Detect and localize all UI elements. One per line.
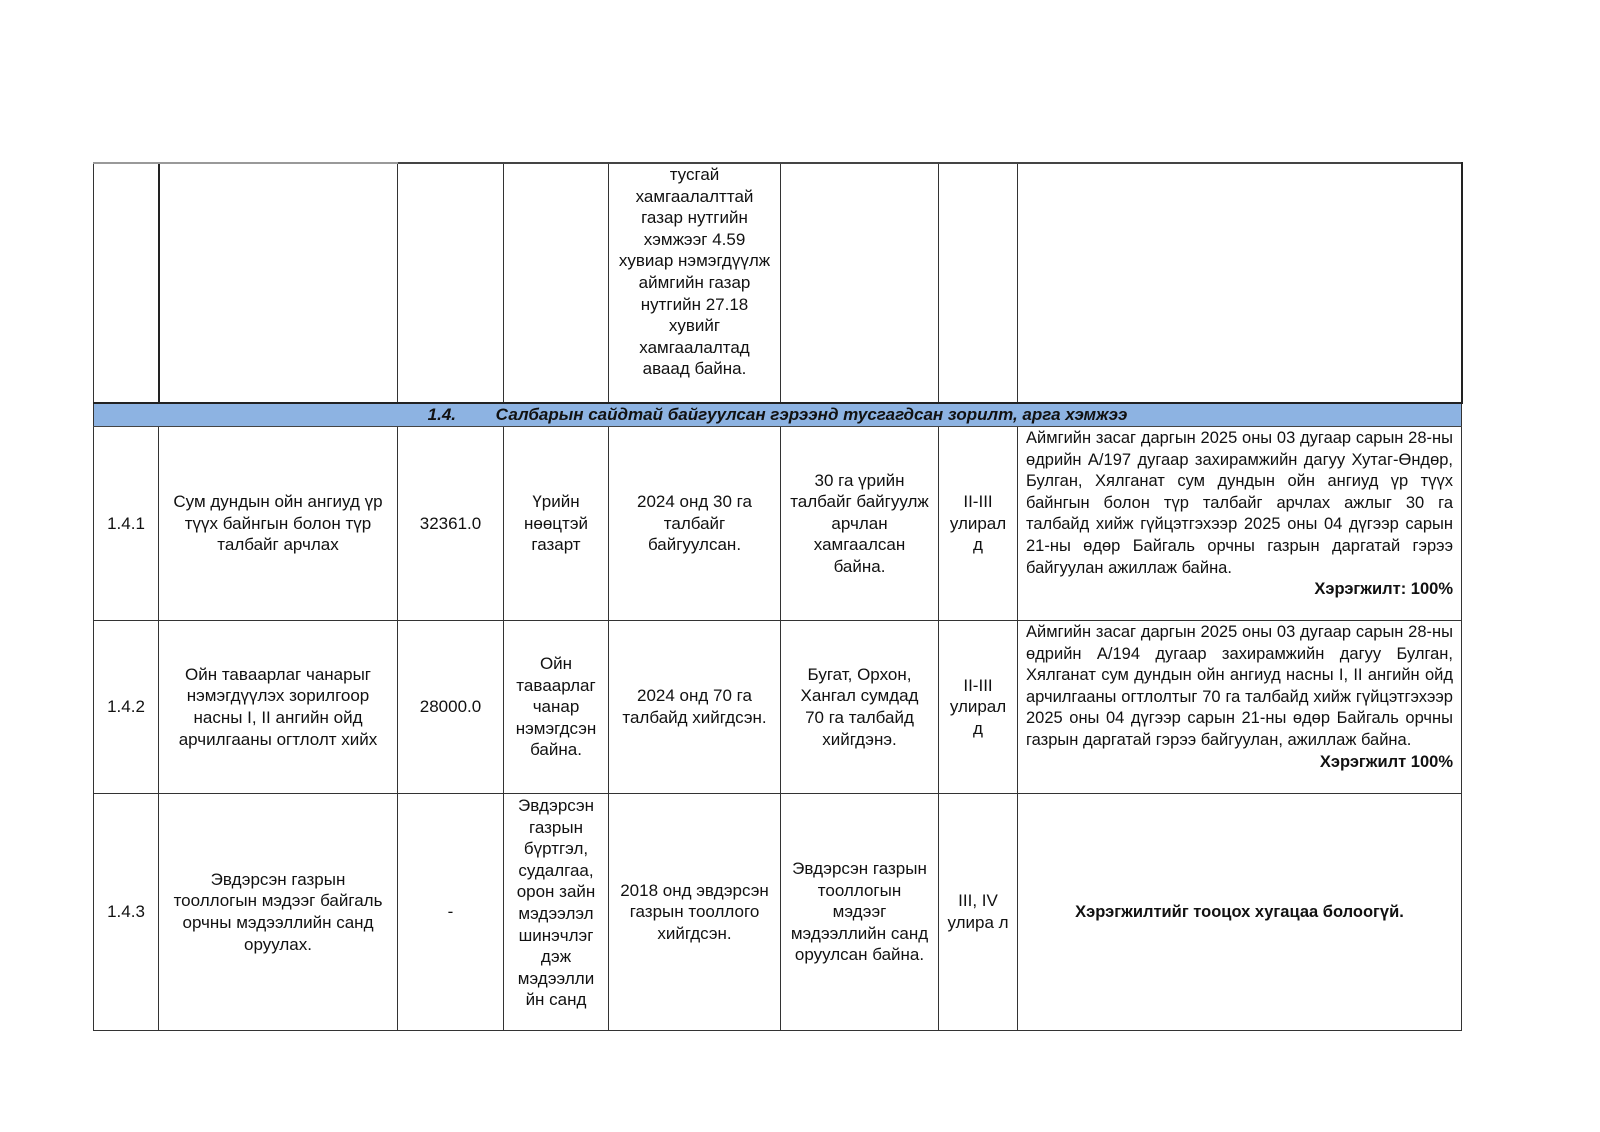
- cell-goal: Ойн тавaарлаг чанар нэмэгдсэн байна.: [504, 621, 609, 794]
- cell-period: [939, 163, 1018, 403]
- table-row: [94, 427, 1462, 621]
- cell-target: 30 га үрийн талбайг байгуулж арчлан хамгаалсан байна.: [781, 427, 939, 621]
- cell-goal: [504, 163, 609, 403]
- cell-period: II-III улирал д: [939, 427, 1018, 621]
- cell-report: [1018, 427, 1462, 621]
- implementation-result: Хэрэгжилт 100%: [1319, 752, 1453, 771]
- goal-text: Эвдэрсэн газрын бүртгэл, судалгаа, орон зайн мэдээлэл шинэчлэг дэж мэдээлли йн санд: [516, 796, 596, 1010]
- cell-budget: -: [398, 794, 504, 1031]
- table-row: [94, 794, 1462, 1031]
- cell-activity: [159, 163, 398, 403]
- cell-activity: Сум дундын ойн ангиуд үр түүх байнгын болон түр талбайг арчлах: [159, 427, 398, 621]
- cell-baseline: 2018 онд эвдэрсэн газрын тооллого хийгдсэн.: [609, 794, 781, 1031]
- cell-period: III, IV улира л: [939, 794, 1018, 1031]
- cell-budget: 28000.0: [398, 621, 504, 794]
- cell-baseline: 2024 онд 70 га талбайд хийгдсэн.: [609, 621, 781, 794]
- action-plan-table: [93, 162, 1463, 1031]
- cell-id: 1.4.1: [94, 427, 159, 621]
- section-header: [94, 403, 1462, 427]
- section-number: 1.4.: [427, 405, 456, 425]
- cell-goal: Үрийн нөөцтэй газарт: [504, 427, 609, 621]
- cell-target: Бугат, Орхон, Хангал сумдад 70 га талбайд хийгдэнэ.: [781, 621, 939, 794]
- cell-id: 1.4.2: [94, 621, 159, 794]
- cell-report: [1018, 621, 1462, 794]
- report-text: Аймгийн засаг даргын 2025 оны 03 дугаар сарын 28-ны өдрийн А/194 дугаар захирамжийн дагуу Булган, Хялганат сум дундын ойн ангиуд насны I, II ангийн ойд арчилгааны огтлолтыг 70 га талбайд хийж гүйцэтгэхээр 2025 оны 04 дүгээр сарын 21-ны өдөр Байгаль орчны газрын даргатай гэрээ байгуулан, ажиллаж байна.: [1026, 623, 1453, 749]
- cell-target: [781, 163, 939, 403]
- cell-activity: Ойн тавaарлаг чанарыг нэмэгдүүлэх зорилгоор насны I, II ангийн ойд арчилгааны огтлолт хийх: [159, 621, 398, 794]
- cell-report: [1018, 163, 1462, 403]
- implementation-result: Хэрэгжилт: 100%: [1314, 580, 1453, 599]
- section-header-row: [94, 403, 1462, 427]
- cell-target: Эвдэрсэн газрын тооллогын мэдээг мэдээллийн санд оруулсан байна.: [781, 794, 939, 1031]
- cell-period: II-III улирал д: [939, 621, 1018, 794]
- cell-baseline: 2024 онд 30 га талбайг байгуулсан.: [609, 427, 781, 621]
- cell-budget: 32361.0: [398, 427, 504, 621]
- report-text: Аймгийн засаг даргын 2025 оны 03 дугаар сарын 28-ны өдрийн А/197 дугаар захирамжийн дагуу Хутаг-Өндөр, Булган, Хялганат сум дундын ойн ангиуд үр түүх байнгын болон түр талбайг арчлах ажлыг 30 га талбайд хийж гүйцэтгэхээр 2025 оны 04 дүгээр сарын 21-ны өдөр Байгаль орчны газрын даргатай гэрээ байгуулан ажиллаж байна.: [1026, 429, 1453, 577]
- cell-report: Хэрэгжилтийг тооцох хугацаа болоогүй.: [1018, 794, 1462, 1031]
- cell-id: 1.4.3: [94, 794, 159, 1031]
- cell-baseline: тусгай хамгаалалттай газар нутгийн хэмжээг 4.59 хувиар нэмэгдүүлж аймгийн газар нутгийн 27.18 хувийг хамгаалалтад аваад байна.: [609, 163, 781, 403]
- table-row-continued: [94, 163, 1462, 403]
- table-row: [94, 621, 1462, 794]
- cell-id: [94, 163, 159, 403]
- section-title: Салбарын сайдтай байгуулсан гэрээнд тусгагдсан зорилт, арга хэмжээ: [495, 405, 1128, 425]
- cell-goal: [504, 794, 609, 1031]
- cell-budget: [398, 163, 504, 403]
- cell-activity: Эвдэрсэн газрын тооллогын мэдээг байгаль орчны мэдээллийн санд оруулах.: [159, 794, 398, 1031]
